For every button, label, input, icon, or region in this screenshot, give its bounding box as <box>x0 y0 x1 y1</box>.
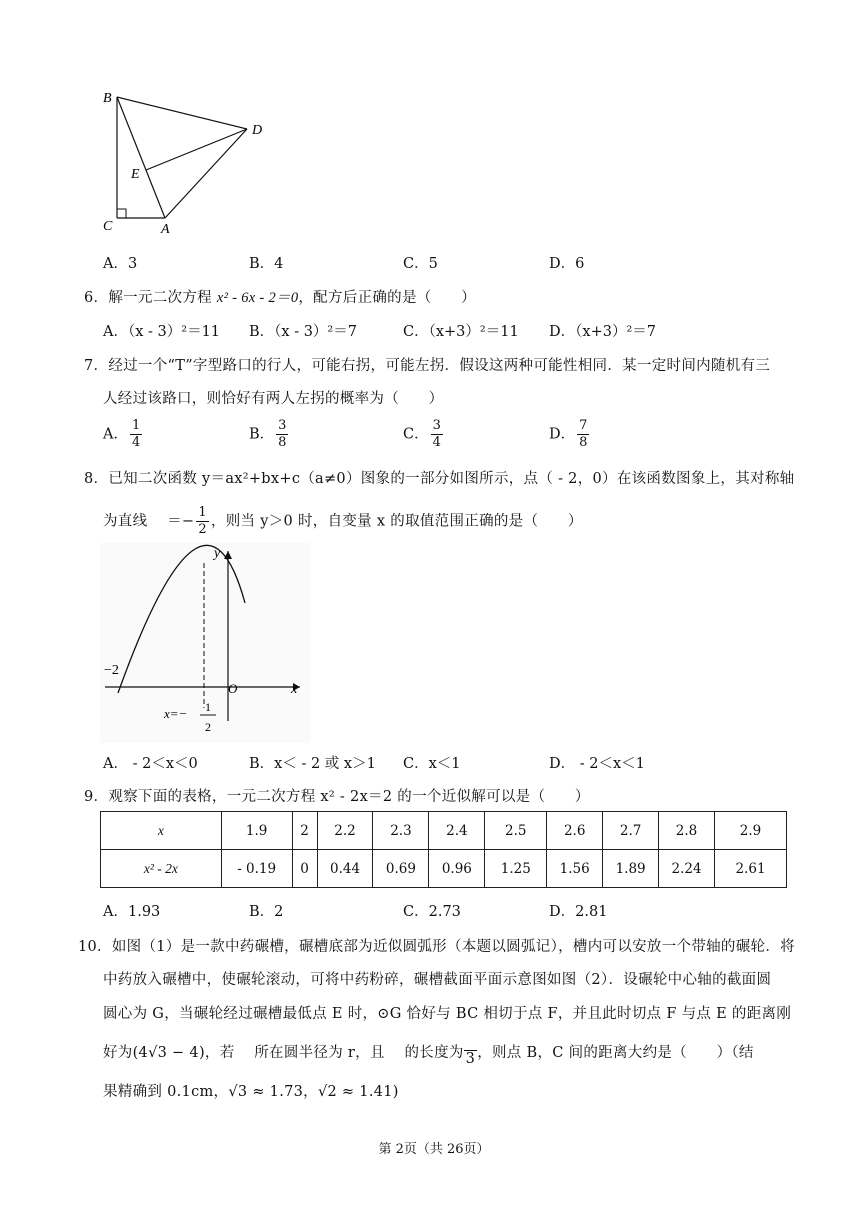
table-cell: 2.3 <box>373 812 429 850</box>
q9-option-d: D．2.81 <box>549 904 608 920</box>
q8-option-a: A． - 2＜x＜0 <box>103 756 198 772</box>
table-cell: 2.7 <box>603 812 659 850</box>
q9-option-b: B．2 <box>249 904 284 920</box>
table-cell: 2.61 <box>715 850 787 888</box>
graph-axis-label: x=− <box>164 706 188 721</box>
table-cell: 2.5 <box>485 812 547 850</box>
q5-option-b: B．4 <box>249 256 284 272</box>
table-cell: 1.89 <box>603 850 659 888</box>
table-cell: 2.9 <box>715 812 787 850</box>
table-row <box>101 812 787 850</box>
q5-option-a: A．3 <box>103 256 138 272</box>
q6-option-a: A．（x - 3）²＝11 <box>103 324 221 340</box>
label-C: C <box>103 219 113 234</box>
question-8-line1: 8．已知二次函数 y＝ax²+bx+c（a≠0）图象的一部分如图所示，点（ - 2，0）在该函数图象上，其对称轴 <box>84 471 795 487</box>
label-B: B <box>103 91 112 106</box>
q6-option-b: B．（x - 3）²＝7 <box>249 324 357 340</box>
table-cell: x <box>101 812 222 850</box>
table-cell: 2 <box>292 812 317 850</box>
q6-option-d: D．（x+3）²＝7 <box>549 324 656 340</box>
question-10-line4: 好为(4√3 − 4)，若 所在圆半径为 r，且 的长度为 3 ，则点 B，C 间的距离大约是（ ）（结 <box>103 1045 754 1067</box>
table-cell: 2.2 <box>317 812 373 850</box>
table-cell: 0.96 <box>429 850 485 888</box>
question-6: 6．解一元二次方程 x² - 6x - 2＝0，配方后正确的是（ ） <box>84 290 476 306</box>
q6-option-c: C．（x+3）²＝11 <box>403 324 519 340</box>
label-D: D <box>252 123 263 138</box>
q7-option-d: D． $\frac{7}{8}$ <box>549 418 588 450</box>
table-cell: 1.56 <box>547 850 603 888</box>
values-table <box>100 811 787 888</box>
label-E: E <box>131 167 140 182</box>
table-cell: - 0.19 <box>221 850 292 888</box>
q5-option-c: C．5 <box>403 256 438 272</box>
label-A: A <box>161 222 170 237</box>
table-cell: 2.4 <box>429 812 485 850</box>
graph-axis-num: 1 <box>205 700 211 714</box>
triangle-figure <box>95 85 275 240</box>
q7-option-b: B． $\frac{3}{8}$ <box>249 418 287 450</box>
table-cell: x² - 2x <box>101 850 222 888</box>
question-8-line2: 为直线 ＝− $\frac{1}{2}$ ，则当 y＞0 时，自变量 x 的取值范围正确的是（ ） <box>103 505 583 537</box>
table-cell: 1.25 <box>485 850 547 888</box>
table-row <box>101 850 787 888</box>
question-10-line2: 中药放入碾槽中，使碾轮滚动，可将中药粉碎，碾槽截面平面示意图如图（2）．设碾轮中心轴的截面圆 <box>103 972 772 988</box>
table-cell: 0 <box>292 850 317 888</box>
q8-option-c: C．x＜1 <box>403 756 461 772</box>
q7-option-a: A． $\frac{1}{4}$ <box>103 418 141 450</box>
table-cell: 2.6 <box>547 812 603 850</box>
table-cell: 0.44 <box>317 850 373 888</box>
graph-y-label: y <box>214 546 221 561</box>
page-footer: 第 2页（共 26页） <box>378 1142 490 1157</box>
q8-option-d: D． - 2＜x＜1 <box>549 756 645 772</box>
q7-option-c: C． $\frac{3}{4}$ <box>403 418 441 450</box>
question-7-line2: 人经过该路口，则恰好有两人左拐的概率为（ ） <box>103 391 444 407</box>
question-7-line1: 7．经过一个“T”字型路口的行人，可能右拐，可能左拐．假设这两种可能性相同．某一定时间内随机有三 <box>84 358 771 374</box>
q9-option-c: C．2.73 <box>403 904 461 920</box>
question-9: 9．观察下面的表格，一元二次方程 x² - 2x＝2 的一个近似解可以是（ ） <box>84 789 590 805</box>
table-cell: 1.9 <box>221 812 292 850</box>
table-cell: 0.69 <box>373 850 429 888</box>
q8-option-b: B．x＜ - 2 或 x＞1 <box>249 756 376 772</box>
question-10-line3: 圆心为 G，当碾轮经过碾槽最低点 E 时，⊙G 恰好与 BC 相切于点 F，并且此时切点 F 与点 E 的距离刚 <box>103 1006 792 1022</box>
graph-neg2-label: −2 <box>104 663 119 678</box>
q9-option-a: A．1.93 <box>103 904 161 920</box>
table-cell: 2.24 <box>659 850 715 888</box>
parabola-graph <box>100 543 310 743</box>
graph-x-label: x <box>291 682 298 697</box>
table-cell: 2.8 <box>659 812 715 850</box>
q5-option-d: D．6 <box>549 256 585 272</box>
question-10-line5: 果精确到 0.1cm，√3 ≈ 1.73，√2 ≈ 1.41) <box>103 1084 399 1100</box>
graph-axis-den: 2 <box>205 720 211 734</box>
graph-origin-label: O <box>228 681 238 696</box>
question-10-line1: 10．如图（1）是一款中药碾槽，碾槽底部为近似圆弧形（本题以圆弧记），槽内可以安放一个带轴的碾轮．将 <box>78 939 795 955</box>
